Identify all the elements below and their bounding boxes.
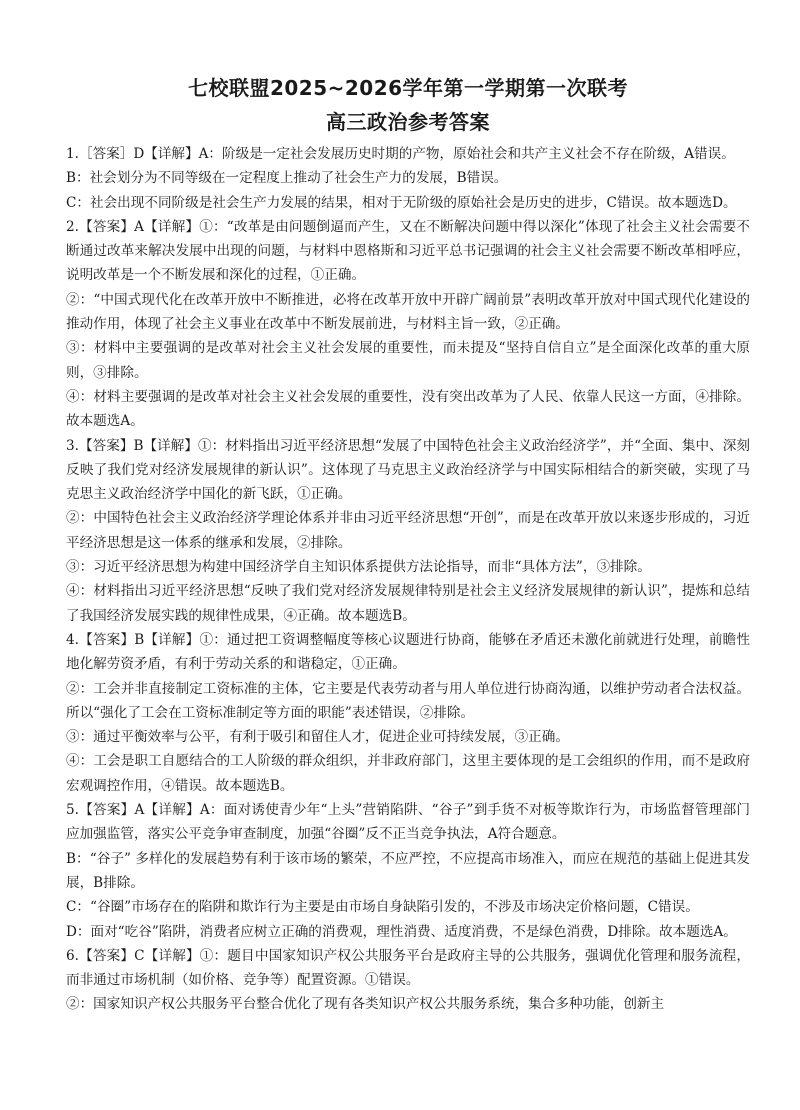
answer-paragraph: 6.【答案】C【详解】①：题目中国家知识产权公共服务平台是政府主导的公共服务，强调优化管理和服务流程，而非通过市场机制（如价格、竞争等）配置资源。①错误。 (66, 947, 750, 989)
answer-paragraph: C：社会出现不同阶级是社会生产力发展的结果，相对于无阶级的原始社会是历史的进步，C错误。故本题选D。 (66, 194, 737, 211)
document-subtitle: 高三政治参考答案 (326, 110, 490, 134)
answer-paragraph: 2.【答案】A【详解】①：“改革是由问题倒逼而产生，又在不断解决问题中得以深化”体现了社会主义社会需要不断通过改革来解决发展中出现的问题，与材料中恩格斯和习近平总书记强调的社会主义社会需要不断改革相呼应，说明改革是一个不断发展和深化的过程，①正确。 (66, 218, 750, 284)
answer-paragraph: 5.【答案】A【详解】A：面对诱使青少年“上头”营销陷阱、“谷子”到手货不对板等欺诈行为，市场监督管理部门应加强监管，落实公平竞争审查制度，加强“谷圈”反不正当竞争执法，A符合题意。 (66, 802, 750, 843)
answer-paragraph: ②：工会并非直接制定工资标准的主体，它主要是代表劳动者与用人单位进行协商沟通，以维护劳动者合法权益。所以“强化了工会在工资标准制定等方面的职能”表述错误，②排除。 (66, 680, 750, 721)
answer-paragraph: ③：习近平经济思想为构建中国经济学自主知识体系提供方法论指导，而非“具体方法”，③排除。 (66, 559, 651, 576)
answer-paragraph: B：“谷子” 多样化的发展趋势有利于该市场的繁荣，不应严控，不应提高市场准入，而应在规范的基础上促进其发展，B排除。 (66, 850, 750, 891)
answer-paragraph: ④：工会是职工自愿结合的工人阶级的群众组织，并非政府部门，这里主要体现的是工会组织的作用，而不是政府宏观调控作用，④错误。故本题选B。 (66, 753, 750, 794)
answer-paragraph: B：社会划分为不同等级在一定程度上推动了社会生产力的发展，B错误。 (66, 170, 508, 187)
answer-paragraph: 1.［答案］D【详解】A：阶级是一定社会发展历史时期的产物，原始社会和共产主义社会不存在阶级，A错误。 (66, 146, 735, 162)
answer-paragraph: ②：“中国式现代化在改革开放中不断推进，必将在改革开放中开辟广阔前景”表明改革开放对中国式现代化建设的推动作用，体现了社会主义事业在改革中不断发展前进，与材料主旨一致，②正确。 (66, 291, 750, 333)
answer-paragraph: ④：材料指出习近平经济思想“反映了我们党对经济发展规律特别是社会主义经济发展规律的新认识”，提炼和总结了我国经济发展实践的规律性成果，④正确。故本题选B。 (66, 583, 750, 624)
answer-paragraph: ②：中国特色社会主义政治经济学理论体系并非由习近平经济思想“开创”，而是在改革开放以来逐步形成的，习近平经济思想是这一体系的继承和发展，②排除。 (66, 510, 750, 551)
answer-paragraph: C：“谷圈”市场存在的陷阱和欺诈行为主要是由市场自身缺陷引发的，不涉及市场决定价格问题，C错误。 (66, 899, 699, 916)
answer-paragraph: 4.【答案】B【详解】①：通过把工资调整幅度等核心议题进行协商，能够在矛盾还未激化前就进行处理，前瞻性地化解劳资矛盾，有利于劳动关系的和谐稳定，①正确。 (66, 631, 750, 673)
answer-body (66, 142, 750, 1017)
answer-paragraph: ④：材料主要强调的是改革对社会主义社会发展的重要性，没有突出改革为了人民、依靠人民这一方面，④排除。故本题选A。 (66, 388, 750, 430)
answer-paragraph: ③：材料中主要强调的是改革对社会主义社会发展的重要性，而未提及“坚持自信自立”是全面深化改革的重大原则，③排除。 (66, 340, 750, 381)
answer-paragraph: ③：通过平衡效率与公平，有利于吸引和留住人才，促进企业可持续发展，③正确。 (66, 729, 569, 746)
answer-paragraph: 3.【答案】B【详解】①：材料指出习近平经济思想“发展了中国特色社会主义政治经济学”，并“全面、集中、深刻反映了我们党对经济发展规律的新认识”。这体现了马克思主义政治经济学与中国实际相结合的新突破，实现了马克思主义政治经济学中国化的新飞跃，①正确。 (66, 437, 750, 503)
document-title: 七校联盟2025~2026学年第一学期第一次联考 (187, 76, 629, 100)
answer-paragraph: D：面对“吃谷”陷阱，消费者应树立正确的消费观，理性消费、适度消费，不是绿色消费，D排除。故本题选A。 (66, 923, 737, 940)
answer-paragraph: ②：国家知识产权公共服务平台整合优化了现有各类知识产权公共服务系统，集合多种功能，创新主 (66, 996, 665, 1013)
